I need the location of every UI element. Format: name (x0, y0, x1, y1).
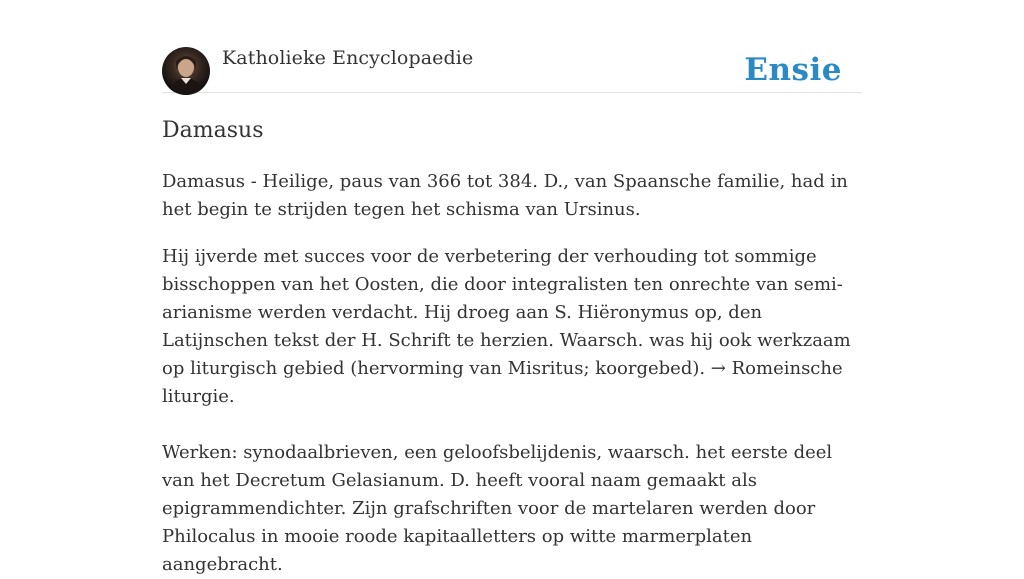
portrait-avatar[interactable] (162, 47, 210, 95)
site-header (162, 0, 862, 93)
brand-logo-link[interactable]: Ensie (744, 52, 842, 88)
article-body (162, 168, 862, 579)
article-title: Damasus (162, 118, 264, 143)
article-paragraph: Damasus - Heilige, paus van 366 tot 384. D., van Spaansche familie, had in het begin te strijden tegen het schisma van Ursinus. (162, 171, 848, 220)
article-paragraph: Hij ijverde met succes voor de verbetering der verhouding tot sommige bisschoppen van het Oosten, die door integralisten ten onrechte van semi-arianisme werden verdacht. Hij droeg aan S. Hiëronymus op, den Latijnschen tekst der H. Schrift te herzien. Waarsch. was hij ook werkzaam op liturgisch gebied (hervorming van Misritus; koorgebed). → Romeinsche liturgie. Werken: synodaalbrieven, een geloofsbelijdenis, waarsch. het eerste deel van het Decretum Gelasianum. D. heeft vooral naam gemaakt als epigrammendichter. Zijn grafschriften voor de martelaren werden door Philocalus in mooie roode kapitaalletters op witte marmerplaten aangebracht. (162, 246, 851, 575)
portrait-icon (162, 47, 210, 95)
site-name-link[interactable]: Katholieke Encyclopaedie (222, 47, 474, 69)
page-container (162, 0, 862, 575)
